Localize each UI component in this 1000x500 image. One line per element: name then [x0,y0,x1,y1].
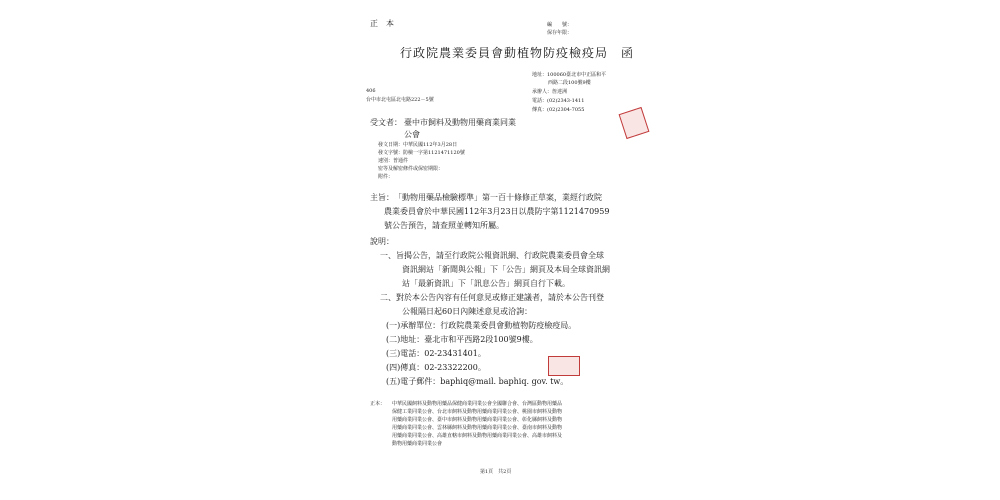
cc-line-6: 動物用藥商業同業公會 [392,441,443,447]
cc-line-3: 用藥商業同業公會、臺中市飼料及動物用藥商業同業公會、彰化縣飼料及動物 [392,417,563,423]
subject-line-2: 農業委員會於中華民國112年3月23日以農防字第1121470959 [384,207,610,216]
recipient-name-2: 公會 [404,130,420,139]
explanation-item1-line3: 站「最新資訊」下「訊息公告」網頁自行下載。 [402,279,570,288]
cc-line-1: 中華民國飼料及動物用藥品保健商業同業公會全國聯合會、台灣區動物用藥品 [392,401,563,407]
agency-fax: 傳真：(02)2304-7055 [532,107,585,113]
agency-address-2: 西路二段100號9樓 [548,80,591,86]
agency-address-1: 地址：100060臺北市中正區和平 [532,72,607,78]
cc-label: 正本： [370,401,386,407]
subject-line-1: 「動物用藥品檢驗標準」第一百十條修正草案，業經行政院 [394,193,602,202]
document-title: 行政院農業委員會動植物防疫檢疫局 函 [400,46,635,60]
recipient-postal-code: 406 [366,88,376,94]
recipient-name-1: 臺中市飼料及動物用藥商業同業 [404,118,516,127]
serial-label: 編 號： [547,22,573,28]
original-mark: 正 本 [370,19,394,28]
attachment: 附件： [378,174,394,180]
contact-email: (五)電子郵件：baphiq@mail. baphiq. gov. tw。 [386,377,569,386]
page-number: 第1頁 共2頁 [480,469,512,475]
contact-unit: (一)承辦單位：行政院農業委員會動植物防疫檢疫局。 [386,321,577,330]
recipient-label: 受文者： [370,118,402,127]
cc-line-5: 用藥商業同業公會、高雄直轄市飼料及動物用藥商業同業公會、高雄市飼料及 [392,433,563,439]
speed: 速別：普通件 [378,158,409,164]
issue-date: 發文日期：中華民國112年3月28日 [378,142,458,148]
subject-line-3: 號公告預告，請查照並轉知所屬。 [384,221,504,230]
explanation-item1-line1: 一、旨揭公告，請至行政院公報資訊網、行政院農業委員會全球 [380,251,604,260]
explanation-label: 說明： [370,237,394,246]
subject-label: 主旨： [370,193,394,202]
contact-phone: (三)電話：02-23431401。 [386,349,486,358]
contact-address: (二)地址：臺北市和平西路2段100號9樓。 [386,335,538,344]
cc-line-4: 用藥商業同業公會、雲林縣飼料及動物用藥商業同業公會、臺南市飼料及動物 [392,425,563,431]
security-level: 密等及解密條件或保密期限： [378,166,444,172]
agency-phone: 電話：(02)2343-1411 [532,98,585,104]
retention-label: 保存年限： [547,30,573,36]
explanation-item2-line2: 公報隔日起60日內陳述意見或洽詢： [402,307,533,316]
agency-contact: 承辦人：詹達洲 [532,89,568,95]
explanation-item1-line2: 資訊網站「新聞與公報」下「公告」網頁及本局全球資訊網 [402,265,610,274]
recipient-street: 台中市北屯區北屯路222－5號 [366,97,434,103]
issue-number: 發文字號：防檢一字第1121471120號 [378,150,465,156]
explanation-item2-line1: 二、對於本公告內容有任何意見或修正建議者，請於本公告刊登 [380,293,604,302]
cc-line-2: 保健工業同業公會、台北市飼料及動物用藥商業同業公會、桃園市飼料及動物 [392,409,563,415]
receipt-seal-stamp [619,107,650,139]
agency-seal-stamp [548,356,580,376]
document-page [352,10,652,498]
contact-fax: (四)傳真：02-23322200。 [386,363,486,372]
